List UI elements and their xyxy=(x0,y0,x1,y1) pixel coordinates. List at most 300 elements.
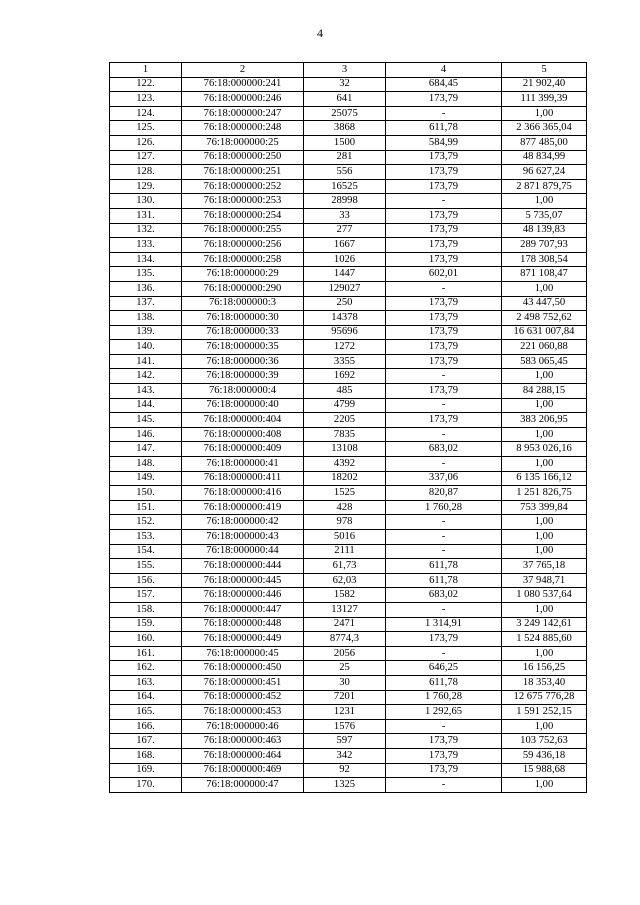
rate-cell: 173,79 xyxy=(386,179,502,194)
table-row xyxy=(110,486,587,501)
value-cell: 1,00 xyxy=(502,106,587,121)
cadastral-number-cell: 76:18:000000:419 xyxy=(182,500,304,515)
area-cell: 16525 xyxy=(304,179,386,194)
area-cell: 61,73 xyxy=(304,559,386,574)
rate-cell: 173,79 xyxy=(386,354,502,369)
rate-cell: 173,79 xyxy=(386,763,502,778)
value-cell: 1,00 xyxy=(502,530,587,545)
table-row xyxy=(110,646,587,661)
area-cell: 30 xyxy=(304,675,386,690)
cadastral-number-cell: 76:18:000000:463 xyxy=(182,734,304,749)
row-number-cell: 128. xyxy=(110,165,182,180)
rate-cell: - xyxy=(386,530,502,545)
table-header-row xyxy=(110,63,587,78)
row-number-cell: 147. xyxy=(110,442,182,457)
value-cell: 103 752,63 xyxy=(502,734,587,749)
rate-cell: 1 760,28 xyxy=(386,690,502,705)
table-row xyxy=(110,398,587,413)
rate-cell: 820,87 xyxy=(386,486,502,501)
row-number-cell: 148. xyxy=(110,457,182,472)
value-cell: 5 735,07 xyxy=(502,208,587,223)
area-cell: 1325 xyxy=(304,778,386,793)
table-row xyxy=(110,559,587,574)
rate-cell: - xyxy=(386,106,502,121)
cadastral-number-cell: 76:18:000000:255 xyxy=(182,223,304,238)
cadastral-number-cell: 76:18:000000:251 xyxy=(182,165,304,180)
rate-cell: 173,79 xyxy=(386,238,502,253)
table-row xyxy=(110,150,587,165)
value-cell: 1,00 xyxy=(502,398,587,413)
table-row xyxy=(110,588,587,603)
row-number-cell: 130. xyxy=(110,194,182,209)
area-cell: 641 xyxy=(304,92,386,107)
value-cell: 2 366 365,04 xyxy=(502,121,587,136)
rate-cell: - xyxy=(386,719,502,734)
row-number-cell: 139. xyxy=(110,325,182,340)
value-cell: 1,00 xyxy=(502,281,587,296)
rate-cell: - xyxy=(386,646,502,661)
value-cell: 178 308,54 xyxy=(502,252,587,267)
row-number-cell: 157. xyxy=(110,588,182,603)
rate-cell: 1 292,65 xyxy=(386,705,502,720)
value-cell: 1,00 xyxy=(502,602,587,617)
cadastral-number-cell: 76:18:000000:247 xyxy=(182,106,304,121)
table-row xyxy=(110,267,587,282)
area-cell: 1692 xyxy=(304,369,386,384)
value-cell: 1,00 xyxy=(502,427,587,442)
row-number-cell: 127. xyxy=(110,150,182,165)
row-number-cell: 144. xyxy=(110,398,182,413)
table-row xyxy=(110,252,587,267)
row-number-cell: 134. xyxy=(110,252,182,267)
row-number-cell: 156. xyxy=(110,573,182,588)
value-cell: 48 139,83 xyxy=(502,223,587,238)
area-cell: 4799 xyxy=(304,398,386,413)
table-row xyxy=(110,121,587,136)
cadastral-number-cell: 76:18:000000:452 xyxy=(182,690,304,705)
table-row xyxy=(110,135,587,150)
cadastral-number-cell: 76:18:000000:464 xyxy=(182,748,304,763)
area-cell: 3355 xyxy=(304,354,386,369)
rate-cell: - xyxy=(386,281,502,296)
area-cell: 95696 xyxy=(304,325,386,340)
value-cell: 1,00 xyxy=(502,515,587,530)
area-cell: 2205 xyxy=(304,413,386,428)
value-cell: 1 080 537,64 xyxy=(502,588,587,603)
cadastral-number-cell: 76:18:000000:450 xyxy=(182,661,304,676)
area-cell: 5016 xyxy=(304,530,386,545)
column-header-5: 5 xyxy=(502,63,587,78)
area-cell: 978 xyxy=(304,515,386,530)
area-cell: 28998 xyxy=(304,194,386,209)
table-row xyxy=(110,238,587,253)
area-cell: 8774,3 xyxy=(304,632,386,647)
row-number-cell: 141. xyxy=(110,354,182,369)
value-cell: 48 834,99 xyxy=(502,150,587,165)
row-number-cell: 169. xyxy=(110,763,182,778)
row-number-cell: 129. xyxy=(110,179,182,194)
rate-cell: 173,79 xyxy=(386,340,502,355)
value-cell: 1 251 826,75 xyxy=(502,486,587,501)
value-cell: 2 498 752,62 xyxy=(502,311,587,326)
value-cell: 37 765,18 xyxy=(502,559,587,574)
rate-cell: 173,79 xyxy=(386,384,502,399)
table-row xyxy=(110,573,587,588)
value-cell: 6 135 166,12 xyxy=(502,471,587,486)
value-cell: 59 436,18 xyxy=(502,748,587,763)
value-cell: 877 485,00 xyxy=(502,135,587,150)
table-row xyxy=(110,690,587,705)
table-row xyxy=(110,281,587,296)
table-row xyxy=(110,325,587,340)
column-header-2: 2 xyxy=(182,63,304,78)
value-cell: 1,00 xyxy=(502,369,587,384)
cadastral-number-cell: 76:18:000000:258 xyxy=(182,252,304,267)
table-row xyxy=(110,734,587,749)
rate-cell: - xyxy=(386,194,502,209)
column-header-1: 1 xyxy=(110,63,182,78)
table-body xyxy=(110,77,587,792)
row-number-cell: 151. xyxy=(110,500,182,515)
table-row xyxy=(110,602,587,617)
table-row xyxy=(110,340,587,355)
cadastral-number-cell: 76:18:000000:241 xyxy=(182,77,304,92)
row-number-cell: 154. xyxy=(110,544,182,559)
column-header-3: 3 xyxy=(304,63,386,78)
table-row xyxy=(110,442,587,457)
area-cell: 7201 xyxy=(304,690,386,705)
area-cell: 1447 xyxy=(304,267,386,282)
cadastral-number-cell: 76:18:000000:3 xyxy=(182,296,304,311)
row-number-cell: 132. xyxy=(110,223,182,238)
area-cell: 2111 xyxy=(304,544,386,559)
area-cell: 25075 xyxy=(304,106,386,121)
row-number-cell: 140. xyxy=(110,340,182,355)
area-cell: 3868 xyxy=(304,121,386,136)
row-number-cell: 124. xyxy=(110,106,182,121)
table-row xyxy=(110,778,587,793)
cadastral-number-cell: 76:18:000000:469 xyxy=(182,763,304,778)
cadastral-number-cell: 76:18:000000:47 xyxy=(182,778,304,793)
cadastral-number-cell: 76:18:000000:290 xyxy=(182,281,304,296)
rate-cell: 173,79 xyxy=(386,734,502,749)
row-number-cell: 155. xyxy=(110,559,182,574)
cadastral-number-cell: 76:18:000000:39 xyxy=(182,369,304,384)
rate-cell: - xyxy=(386,398,502,413)
row-number-cell: 167. xyxy=(110,734,182,749)
row-number-cell: 143. xyxy=(110,384,182,399)
area-cell: 1525 xyxy=(304,486,386,501)
row-number-cell: 131. xyxy=(110,208,182,223)
table-row xyxy=(110,661,587,676)
value-cell: 383 206,95 xyxy=(502,413,587,428)
row-number-cell: 150. xyxy=(110,486,182,501)
area-cell: 1582 xyxy=(304,588,386,603)
row-number-cell: 122. xyxy=(110,77,182,92)
value-cell: 1,00 xyxy=(502,194,587,209)
row-number-cell: 123. xyxy=(110,92,182,107)
row-number-cell: 152. xyxy=(110,515,182,530)
cadastral-number-cell: 76:18:000000:408 xyxy=(182,427,304,442)
table-row xyxy=(110,675,587,690)
rate-cell: 1 314,91 xyxy=(386,617,502,632)
rate-cell: 646,25 xyxy=(386,661,502,676)
value-cell: 16 156,25 xyxy=(502,661,587,676)
value-cell: 1,00 xyxy=(502,719,587,734)
area-cell: 1272 xyxy=(304,340,386,355)
table-row xyxy=(110,413,587,428)
cadastral-number-cell: 76:18:000000:445 xyxy=(182,573,304,588)
row-number-cell: 166. xyxy=(110,719,182,734)
area-cell: 1026 xyxy=(304,252,386,267)
row-number-cell: 145. xyxy=(110,413,182,428)
rate-cell: - xyxy=(386,544,502,559)
rate-cell: 173,79 xyxy=(386,150,502,165)
row-number-cell: 138. xyxy=(110,311,182,326)
row-number-cell: 163. xyxy=(110,675,182,690)
rate-cell: - xyxy=(386,427,502,442)
cadastral-number-cell: 76:18:000000:446 xyxy=(182,588,304,603)
value-cell: 37 948,71 xyxy=(502,573,587,588)
rate-cell: 683,02 xyxy=(386,588,502,603)
cadastral-number-cell: 76:18:000000:451 xyxy=(182,675,304,690)
rate-cell: 611,78 xyxy=(386,675,502,690)
cadastral-number-cell: 76:18:000000:404 xyxy=(182,413,304,428)
area-cell: 428 xyxy=(304,500,386,515)
row-number-cell: 137. xyxy=(110,296,182,311)
value-cell: 1 591 252,15 xyxy=(502,705,587,720)
cadastral-number-cell: 76:18:000000:252 xyxy=(182,179,304,194)
value-cell: 16 631 007,84 xyxy=(502,325,587,340)
table-row xyxy=(110,311,587,326)
area-cell: 13108 xyxy=(304,442,386,457)
cadastral-number-cell: 76:18:000000:4 xyxy=(182,384,304,399)
rate-cell: 584,99 xyxy=(386,135,502,150)
area-cell: 250 xyxy=(304,296,386,311)
rate-cell: 1 760,28 xyxy=(386,500,502,515)
rate-cell: 602,01 xyxy=(386,267,502,282)
area-cell: 2471 xyxy=(304,617,386,632)
value-cell: 3 249 142,61 xyxy=(502,617,587,632)
area-cell: 1576 xyxy=(304,719,386,734)
cadastral-number-cell: 76:18:000000:46 xyxy=(182,719,304,734)
value-cell: 2 871 879,75 xyxy=(502,179,587,194)
value-cell: 583 065,45 xyxy=(502,354,587,369)
area-cell: 556 xyxy=(304,165,386,180)
table-row xyxy=(110,384,587,399)
table-row xyxy=(110,106,587,121)
cadastral-number-cell: 76:18:000000:248 xyxy=(182,121,304,136)
row-number-cell: 158. xyxy=(110,602,182,617)
table-row xyxy=(110,705,587,720)
value-cell: 21 902,40 xyxy=(502,77,587,92)
value-cell: 8 953 026,16 xyxy=(502,442,587,457)
rate-cell: 611,78 xyxy=(386,121,502,136)
table-row xyxy=(110,77,587,92)
area-cell: 92 xyxy=(304,763,386,778)
rate-cell: 173,79 xyxy=(386,252,502,267)
area-cell: 2056 xyxy=(304,646,386,661)
rate-cell: - xyxy=(386,515,502,530)
cadastral-number-cell: 76:18:000000:44 xyxy=(182,544,304,559)
rate-cell: 173,79 xyxy=(386,296,502,311)
area-cell: 4392 xyxy=(304,457,386,472)
row-number-cell: 159. xyxy=(110,617,182,632)
area-cell: 13127 xyxy=(304,602,386,617)
row-number-cell: 136. xyxy=(110,281,182,296)
area-cell: 7835 xyxy=(304,427,386,442)
value-cell: 871 108,47 xyxy=(502,267,587,282)
page-number: 4 xyxy=(317,26,323,40)
value-cell: 1,00 xyxy=(502,646,587,661)
area-cell: 281 xyxy=(304,150,386,165)
rate-cell: 173,79 xyxy=(386,413,502,428)
cadastral-number-cell: 76:18:000000:45 xyxy=(182,646,304,661)
row-number-cell: 126. xyxy=(110,135,182,150)
cadastral-number-cell: 76:18:000000:254 xyxy=(182,208,304,223)
value-cell: 1,00 xyxy=(502,457,587,472)
table-row xyxy=(110,632,587,647)
rate-cell: 173,79 xyxy=(386,325,502,340)
cadastral-number-cell: 76:18:000000:453 xyxy=(182,705,304,720)
table-row xyxy=(110,530,587,545)
cadastral-number-cell: 76:18:000000:35 xyxy=(182,340,304,355)
area-cell: 485 xyxy=(304,384,386,399)
value-cell: 753 399,84 xyxy=(502,500,587,515)
cadastral-number-cell: 76:18:000000:40 xyxy=(182,398,304,413)
rate-cell: 173,79 xyxy=(386,748,502,763)
value-cell: 221 060,88 xyxy=(502,340,587,355)
rate-cell: - xyxy=(386,457,502,472)
row-number-cell: 162. xyxy=(110,661,182,676)
cadastral-number-cell: 76:18:000000:250 xyxy=(182,150,304,165)
cadastral-number-cell: 76:18:000000:411 xyxy=(182,471,304,486)
rate-cell: 611,78 xyxy=(386,559,502,574)
table-row xyxy=(110,617,587,632)
table-row xyxy=(110,544,587,559)
rate-cell: 684,45 xyxy=(386,77,502,92)
cadastral-number-cell: 76:18:000000:448 xyxy=(182,617,304,632)
table-row xyxy=(110,500,587,515)
table-row xyxy=(110,748,587,763)
value-cell: 111 399,39 xyxy=(502,92,587,107)
row-number-cell: 146. xyxy=(110,427,182,442)
value-cell: 96 627,24 xyxy=(502,165,587,180)
rate-cell: 173,79 xyxy=(386,208,502,223)
area-cell: 1231 xyxy=(304,705,386,720)
table-row xyxy=(110,194,587,209)
cadastral-number-cell: 76:18:000000:29 xyxy=(182,267,304,282)
rate-cell: - xyxy=(386,602,502,617)
value-cell: 1,00 xyxy=(502,778,587,793)
area-cell: 1500 xyxy=(304,135,386,150)
table-row xyxy=(110,165,587,180)
land-plots-table xyxy=(109,62,587,793)
rate-cell: - xyxy=(386,369,502,384)
cadastral-number-cell: 76:18:000000:41 xyxy=(182,457,304,472)
area-cell: 129027 xyxy=(304,281,386,296)
value-cell: 15 988,68 xyxy=(502,763,587,778)
row-number-cell: 170. xyxy=(110,778,182,793)
table-row xyxy=(110,457,587,472)
table-row xyxy=(110,719,587,734)
row-number-cell: 168. xyxy=(110,748,182,763)
table-row xyxy=(110,296,587,311)
rate-cell: 173,79 xyxy=(386,632,502,647)
row-number-cell: 125. xyxy=(110,121,182,136)
table-row xyxy=(110,763,587,778)
value-cell: 289 707,93 xyxy=(502,238,587,253)
area-cell: 62,03 xyxy=(304,573,386,588)
value-cell: 18 353,40 xyxy=(502,675,587,690)
area-cell: 25 xyxy=(304,661,386,676)
area-cell: 33 xyxy=(304,208,386,223)
rate-cell: 683,02 xyxy=(386,442,502,457)
area-cell: 277 xyxy=(304,223,386,238)
rate-cell: - xyxy=(386,778,502,793)
cadastral-number-cell: 76:18:000000:43 xyxy=(182,530,304,545)
table-row xyxy=(110,223,587,238)
area-cell: 342 xyxy=(304,748,386,763)
area-cell: 1667 xyxy=(304,238,386,253)
row-number-cell: 135. xyxy=(110,267,182,282)
cadastral-number-cell: 76:18:000000:447 xyxy=(182,602,304,617)
row-number-cell: 133. xyxy=(110,238,182,253)
table-row xyxy=(110,179,587,194)
table-row xyxy=(110,369,587,384)
table-row xyxy=(110,208,587,223)
cadastral-number-cell: 76:18:000000:25 xyxy=(182,135,304,150)
value-cell: 1 524 885,60 xyxy=(502,632,587,647)
row-number-cell: 160. xyxy=(110,632,182,647)
table-row xyxy=(110,427,587,442)
value-cell: 43 447,50 xyxy=(502,296,587,311)
value-cell: 84 288,15 xyxy=(502,384,587,399)
column-header-4: 4 xyxy=(386,63,502,78)
rate-cell: 173,79 xyxy=(386,223,502,238)
rate-cell: 173,79 xyxy=(386,311,502,326)
area-cell: 18202 xyxy=(304,471,386,486)
cadastral-number-cell: 76:18:000000:416 xyxy=(182,486,304,501)
cadastral-number-cell: 76:18:000000:42 xyxy=(182,515,304,530)
table-row xyxy=(110,354,587,369)
value-cell: 1,00 xyxy=(502,544,587,559)
row-number-cell: 165. xyxy=(110,705,182,720)
row-number-cell: 161. xyxy=(110,646,182,661)
cadastral-number-cell: 76:18:000000:444 xyxy=(182,559,304,574)
rate-cell: 337,06 xyxy=(386,471,502,486)
table-row xyxy=(110,515,587,530)
cadastral-number-cell: 76:18:000000:33 xyxy=(182,325,304,340)
row-number-cell: 149. xyxy=(110,471,182,486)
rate-cell: 173,79 xyxy=(386,165,502,180)
row-number-cell: 142. xyxy=(110,369,182,384)
area-cell: 597 xyxy=(304,734,386,749)
cadastral-number-cell: 76:18:000000:253 xyxy=(182,194,304,209)
cadastral-number-cell: 76:18:000000:409 xyxy=(182,442,304,457)
table-row xyxy=(110,471,587,486)
cadastral-number-cell: 76:18:000000:36 xyxy=(182,354,304,369)
area-cell: 14378 xyxy=(304,311,386,326)
row-number-cell: 153. xyxy=(110,530,182,545)
cadastral-number-cell: 76:18:000000:30 xyxy=(182,311,304,326)
rate-cell: 173,79 xyxy=(386,92,502,107)
table-row xyxy=(110,92,587,107)
cadastral-number-cell: 76:18:000000:256 xyxy=(182,238,304,253)
row-number-cell: 164. xyxy=(110,690,182,705)
area-cell: 32 xyxy=(304,77,386,92)
rate-cell: 611,78 xyxy=(386,573,502,588)
